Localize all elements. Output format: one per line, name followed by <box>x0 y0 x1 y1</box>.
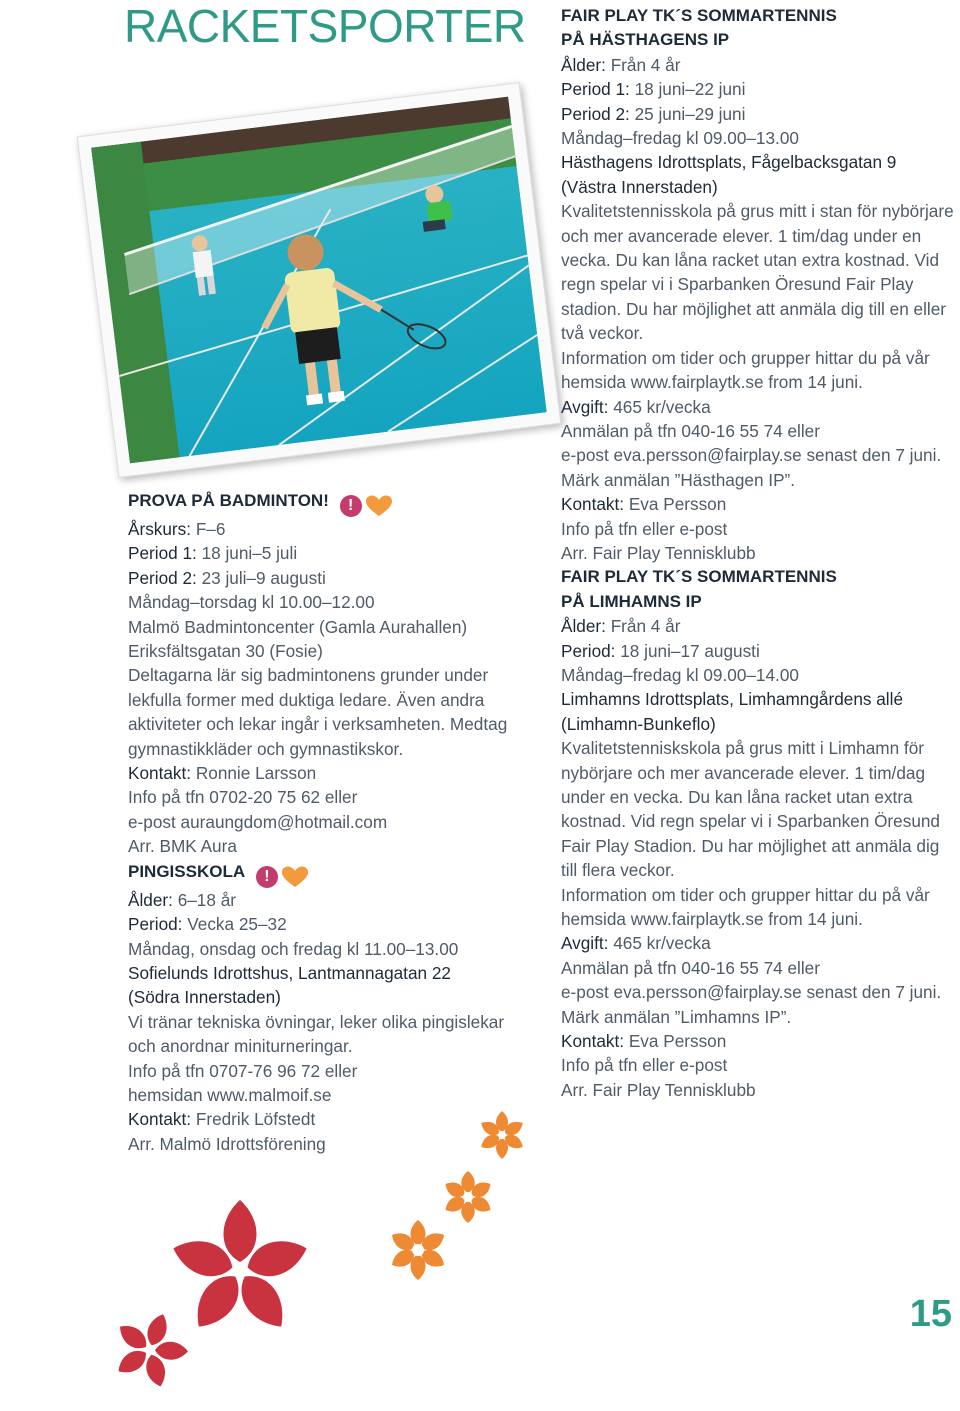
period2-label: Period 2: <box>561 103 630 124</box>
page-title: RACKETSPORTER <box>124 0 526 52</box>
page-number: 15 <box>909 1293 952 1335</box>
grade-value: F–6 <box>195 519 226 539</box>
age-value: 6–18 år <box>177 889 236 910</box>
limhamn-section <box>561 565 959 1102</box>
period1-value: 18 juni–5 juli <box>201 543 298 564</box>
organizer: Arr. Fair Play Tennisklubb <box>561 542 756 563</box>
location-name: Malmö Badmintoncenter (Gamla Aurahallen) <box>128 616 468 637</box>
schedule: Måndag, onsdag och fredag kl 11.00–13.00 <box>128 938 459 959</box>
location-address: Eriksfältsgatan 30 (Fosie) <box>128 641 323 662</box>
badminton-heading: PROVA PÅ BADMINTON! <box>128 491 329 510</box>
period-value: 18 juni–17 augusti <box>620 640 760 661</box>
contact-value: Eva Persson <box>628 494 727 515</box>
schedule: Måndag–fredag kl 09.00–13.00 <box>561 128 799 149</box>
info-contact: Info på tfn eller e-post <box>561 1055 728 1076</box>
info-phone: Info på tfn 0702-20 75 62 eller <box>128 787 358 808</box>
exclamation-icon: ! <box>340 495 362 517</box>
age-label: Ålder: <box>561 616 606 637</box>
organizer: Arr. Fair Play Tennisklubb <box>561 1079 756 1100</box>
period2-value: 23 juli–9 augusti <box>201 567 326 588</box>
description: Deltagarna lär sig badmintonens grunder under lekfulla former med duktiga ledare. Även andra aktiviteter och lekar ingår i verksamheten. Medtag gymnastikkläder och gymnastikskor. <box>128 665 508 759</box>
limhamn-heading-line2: PÅ LIMHAMNS IP <box>561 591 702 611</box>
exclamation-icon: ! <box>256 866 278 888</box>
heart-icon <box>365 495 393 517</box>
contact-label: Kontakt: <box>561 494 625 515</box>
organizer: Arr. Malmö Idrottsförening <box>128 1133 326 1154</box>
description: Kvalitetstenniskskola på grus mitt i Limhamn för nybörjare och mer avancerade elever. 1 tim/dag under en vecka. Du kan låna racket utan extra kostnad. Vid regn spelar vi i Sparbanken Öresund Fair Play Stadion. Du har möjlighet att anmäla dig till flera veckor. <box>561 738 940 881</box>
right-column <box>561 4 959 1102</box>
age-value: Från 4 år <box>610 54 681 75</box>
schedule: Måndag–torsdag kl 10.00–12.00 <box>128 592 375 613</box>
orange-flower-icon <box>442 1171 494 1223</box>
location-name: Limhamns Idrottsplats, Limhamngårdens allé <box>561 689 904 710</box>
grade-label: Årskurs: <box>128 519 192 539</box>
period1-label: Period 1: <box>561 79 630 100</box>
hasthagen-heading-line1: FAIR PLAY TK´S SOMMARTENNIS <box>561 6 837 25</box>
small-red-flower-icon <box>101 1301 199 1397</box>
large-red-flower-icon <box>168 1200 311 1336</box>
info-email: e-post auraungdom@hotmail.com <box>128 811 388 832</box>
location-name: Hästhagens Idrottsplats, Fågelbacksgatan 9 <box>561 152 897 173</box>
signup-phone: Anmälan på tfn 040-16 55 74 eller <box>561 957 820 978</box>
age-label: Ålder: <box>128 889 173 910</box>
period1-value: 18 juni–22 juni <box>634 79 746 100</box>
schedule: Måndag–fredag kl 09.00–14.00 <box>561 664 799 685</box>
fee-value: 465 kr/vecka <box>613 396 711 417</box>
description: Kvalitetstennisskola på grus mitt i stan för nybörjare och mer avancerade elever. 1 tim/dag under en vecka. Du kan låna racket utan extra kostnad. Vid regn spelar vi i Sparbanken Öresund Fair Play stadion. Du har möjlighet att anmäla dig till en eller två veckor. <box>561 201 954 344</box>
left-column <box>128 488 528 1156</box>
info-contact: Info på tfn eller e-post <box>561 518 728 539</box>
age-label: Ålder: <box>561 54 606 75</box>
location-name: Sofielunds Idrottshus, Lantmannagatan 22 <box>128 962 451 983</box>
limhamn-heading-line1: FAIR PLAY TK´S SOMMARTENNIS <box>561 567 837 587</box>
info-text: Information om tider och grupper hittar du på vår hemsida www.fairplaytk.se from 14 juni. <box>561 347 930 393</box>
heart-icon <box>281 866 309 888</box>
badminton-icons <box>340 495 393 517</box>
period2-label: Period 2: <box>128 567 197 588</box>
period1-label: Period 1: <box>128 543 197 564</box>
contact-value: Ronnie Larsson <box>195 763 317 784</box>
info-text: Information om tider och grupper hittar du på vår hemsida www.fairplaytk.se from 14 juni. <box>561 884 930 930</box>
hasthagen-heading-line2: PÅ HÄSTHAGENS IP <box>561 30 730 50</box>
signup-mark: Märk anmälan ”Hästhagen IP”. <box>561 469 796 490</box>
period-value: Vecka 25–32 <box>187 914 287 935</box>
contact-label: Kontakt: <box>128 763 192 784</box>
contact-label: Kontakt: <box>128 1109 192 1130</box>
location-area: (Västra Innerstaden) <box>561 176 718 197</box>
period-label: Period: <box>561 640 616 661</box>
badminton-section <box>128 488 528 859</box>
info-website: hemsidan www.malmoif.se <box>128 1084 332 1105</box>
pingis-icons <box>256 866 309 888</box>
fee-label: Avgift: <box>561 396 609 417</box>
contact-value: Eva Persson <box>628 1031 727 1052</box>
fee-label: Avgift: <box>561 933 609 954</box>
contact-label: Kontakt: <box>561 1031 625 1052</box>
signup-mark: Märk anmälan ”Limhamns IP”. <box>561 1006 792 1027</box>
age-value: Från 4 år <box>610 616 681 637</box>
badminton-photo <box>77 82 562 478</box>
hasthagen-section <box>561 4 959 565</box>
orange-flower-icon <box>388 1220 447 1280</box>
signup-email: e-post eva.persson@fairplay.se senast den 7 juni. <box>561 982 942 1003</box>
pingis-heading: PINGISSKOLA <box>128 861 246 881</box>
fee-value: 465 kr/vecka <box>613 933 711 954</box>
orange-flower-icon <box>478 1111 526 1159</box>
period-label: Period: <box>128 914 183 935</box>
signup-phone: Anmälan på tfn 040-16 55 74 eller <box>561 420 820 441</box>
organizer: Arr. BMK Aura <box>128 836 237 857</box>
contact-value: Fredrik Löfstedt <box>195 1109 316 1130</box>
location-area: (Södra Innerstaden) <box>128 987 281 1008</box>
location-area: (Limhamn-Bunkeflo) <box>561 713 716 734</box>
flower-decoration <box>0 1090 560 1411</box>
info-phone: Info på tfn 0707-76 96 72 eller <box>128 1060 358 1081</box>
signup-email: e-post eva.persson@fairplay.se senast den 7 juni. <box>561 445 942 466</box>
badminton-photo-illustration <box>91 97 547 464</box>
description: Vi tränar tekniska övningar, leker olika pingislekar och anordnar miniturneringar. <box>128 1011 505 1057</box>
period2-value: 25 juni–29 juni <box>634 103 746 124</box>
